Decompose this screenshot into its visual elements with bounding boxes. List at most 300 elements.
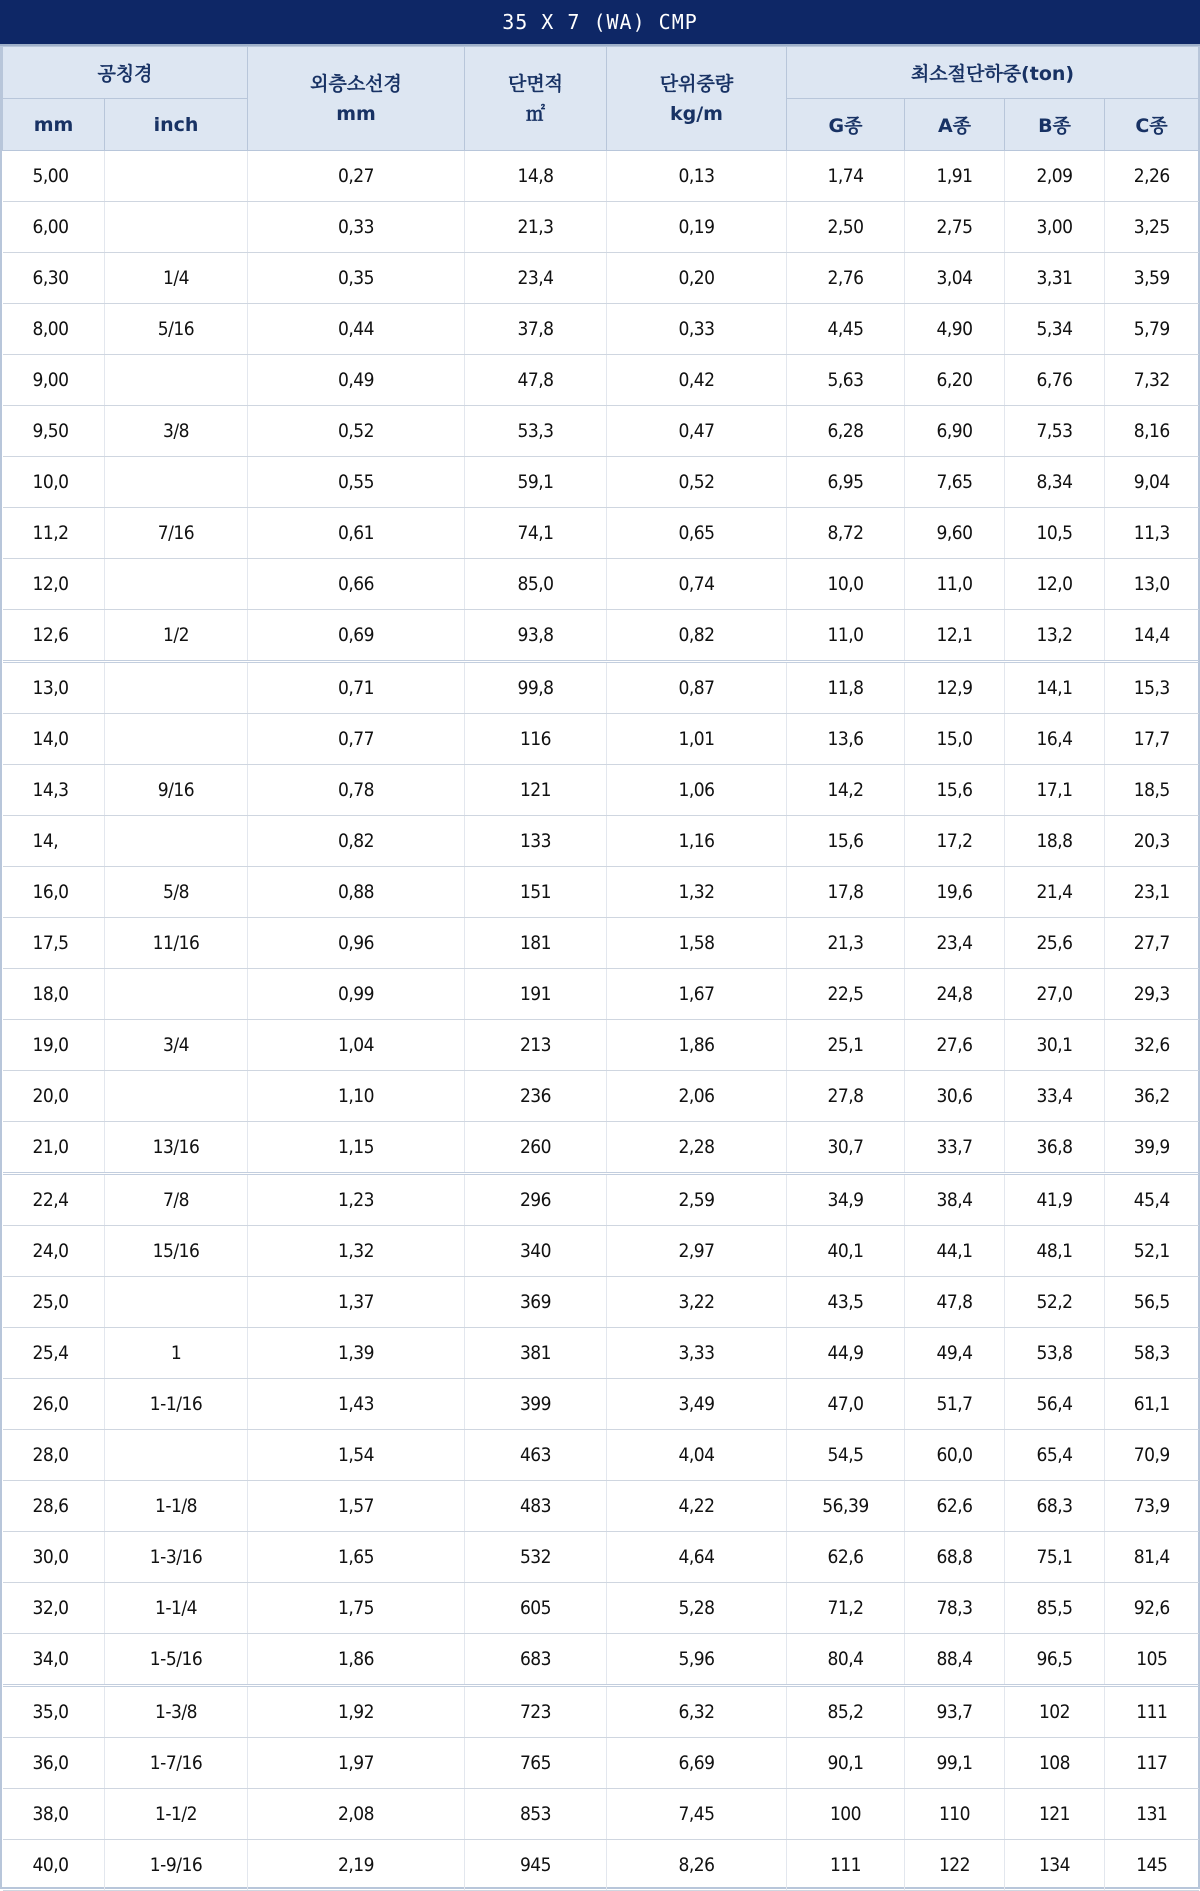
cell-grade-b: 21,4 <box>1005 867 1105 918</box>
cell-grade-g: 71,2 <box>787 1583 905 1634</box>
cell-outer-wire: 1,86 <box>248 1634 465 1686</box>
cell-grade-g: 17,8 <box>787 867 905 918</box>
cell-mm: 12,0 <box>3 559 105 610</box>
table-row <box>3 610 1199 662</box>
header-mm: mm <box>3 99 105 151</box>
cell-outer-wire: 1,43 <box>248 1379 465 1430</box>
cell-grade-a: 62,6 <box>905 1481 1005 1532</box>
header-cross-section-label: 단면적 <box>507 72 564 95</box>
cell-cross-section: 53,3 <box>465 406 607 457</box>
header-outer-wire-diameter <box>248 47 465 151</box>
cell-inch: 1-1/4 <box>105 1583 248 1634</box>
cell-grade-a: 38,4 <box>905 1174 1005 1226</box>
cell-cross-section: 605 <box>465 1583 607 1634</box>
cell-grade-b: 56,4 <box>1005 1379 1105 1430</box>
cell-outer-wire: 0,27 <box>248 151 465 202</box>
table-body <box>3 151 1199 1891</box>
cell-grade-g: 34,9 <box>787 1174 905 1226</box>
table-header <box>3 47 1199 151</box>
table-row <box>3 151 1199 202</box>
cell-mm: 19,0 <box>3 1020 105 1071</box>
cell-cross-section: 483 <box>465 1481 607 1532</box>
cell-outer-wire: 0,61 <box>248 508 465 559</box>
cell-grade-c: 111 <box>1105 1686 1199 1738</box>
cell-mm: 9,50 <box>3 406 105 457</box>
cell-mm: 13,0 <box>3 662 105 714</box>
cell-grade-b: 18,8 <box>1005 816 1105 867</box>
cell-grade-c: 14,4 <box>1105 610 1199 662</box>
cell-grade-a: 78,3 <box>905 1583 1005 1634</box>
cell-outer-wire: 2,08 <box>248 1789 465 1840</box>
cell-mm: 10,0 <box>3 457 105 508</box>
cell-grade-b: 3,00 <box>1005 202 1105 253</box>
cell-mm: 21,0 <box>3 1122 105 1174</box>
table-row <box>3 1071 1199 1122</box>
cell-grade-b: 48,1 <box>1005 1226 1105 1277</box>
cell-mm: 35,0 <box>3 1686 105 1738</box>
cell-grade-c: 13,0 <box>1105 559 1199 610</box>
cell-grade-a: 93,7 <box>905 1686 1005 1738</box>
cell-inch <box>105 714 248 765</box>
header-cross-section-unit: ㎡ <box>525 102 545 125</box>
cell-inch: 7/8 <box>105 1174 248 1226</box>
cell-inch: 1/4 <box>105 253 248 304</box>
cell-grade-b: 36,8 <box>1005 1122 1105 1174</box>
cell-unit-weight: 0,19 <box>607 202 787 253</box>
cell-mm: 20,0 <box>3 1071 105 1122</box>
cell-unit-weight: 0,47 <box>607 406 787 457</box>
table-row <box>3 1328 1199 1379</box>
cell-grade-b: 12,0 <box>1005 559 1105 610</box>
cell-grade-c: 81,4 <box>1105 1532 1199 1583</box>
cell-grade-g: 2,76 <box>787 253 905 304</box>
cell-grade-g: 47,0 <box>787 1379 905 1430</box>
header-unit-weight-unit: kg/m <box>670 102 723 125</box>
cell-grade-a: 12,9 <box>905 662 1005 714</box>
cell-grade-g: 6,95 <box>787 457 905 508</box>
cell-outer-wire: 0,52 <box>248 406 465 457</box>
cell-grade-b: 14,1 <box>1005 662 1105 714</box>
cell-mm: 14, <box>3 816 105 867</box>
cell-grade-c: 105 <box>1105 1634 1199 1686</box>
header-grade-c: C종 <box>1105 99 1199 151</box>
cell-cross-section: 236 <box>465 1071 607 1122</box>
cell-unit-weight: 0,52 <box>607 457 787 508</box>
cell-grade-g: 56,39 <box>787 1481 905 1532</box>
cell-grade-c: 58,3 <box>1105 1328 1199 1379</box>
table-row <box>3 969 1199 1020</box>
cell-grade-g: 22,5 <box>787 969 905 1020</box>
cell-unit-weight: 5,96 <box>607 1634 787 1686</box>
cell-inch <box>105 1277 248 1328</box>
cell-grade-a: 23,4 <box>905 918 1005 969</box>
table-row <box>3 406 1199 457</box>
cell-mm: 18,0 <box>3 969 105 1020</box>
cell-inch: 1-1/16 <box>105 1379 248 1430</box>
cell-unit-weight: 2,59 <box>607 1174 787 1226</box>
cell-inch <box>105 151 248 202</box>
table-title: 35 X 7 (WA) CMP <box>0 0 1200 46</box>
cell-unit-weight: 1,01 <box>607 714 787 765</box>
table-row <box>3 304 1199 355</box>
cell-grade-g: 15,6 <box>787 816 905 867</box>
table-row <box>3 1430 1199 1481</box>
cell-outer-wire: 1,04 <box>248 1020 465 1071</box>
table-row <box>3 1532 1199 1583</box>
table-row <box>3 1226 1199 1277</box>
cell-cross-section: 765 <box>465 1738 607 1789</box>
cell-inch: 1-1/2 <box>105 1789 248 1840</box>
cell-outer-wire: 2,19 <box>248 1840 465 1891</box>
table-row <box>3 918 1199 969</box>
cell-grade-c: 3,25 <box>1105 202 1199 253</box>
cell-grade-c: 39,9 <box>1105 1122 1199 1174</box>
cell-grade-g: 44,9 <box>787 1328 905 1379</box>
cell-inch <box>105 662 248 714</box>
cell-outer-wire: 0,82 <box>248 816 465 867</box>
cell-unit-weight: 1,32 <box>607 867 787 918</box>
cell-grade-g: 25,1 <box>787 1020 905 1071</box>
header-grade-g: G종 <box>787 99 905 151</box>
table-row <box>3 1481 1199 1532</box>
cell-cross-section: 532 <box>465 1532 607 1583</box>
cell-grade-b: 41,9 <box>1005 1174 1105 1226</box>
cell-grade-b: 25,6 <box>1005 918 1105 969</box>
cell-grade-a: 1,91 <box>905 151 1005 202</box>
cell-cross-section: 116 <box>465 714 607 765</box>
cell-grade-g: 8,72 <box>787 508 905 559</box>
table-row <box>3 1122 1199 1174</box>
cell-inch <box>105 969 248 1020</box>
cell-mm: 8,00 <box>3 304 105 355</box>
cell-grade-a: 4,90 <box>905 304 1005 355</box>
cell-grade-a: 60,0 <box>905 1430 1005 1481</box>
cell-cross-section: 74,1 <box>465 508 607 559</box>
cell-grade-a: 6,20 <box>905 355 1005 406</box>
cell-grade-c: 11,3 <box>1105 508 1199 559</box>
cell-unit-weight: 0,42 <box>607 355 787 406</box>
cell-grade-c: 145 <box>1105 1840 1199 1891</box>
cell-grade-c: 23,1 <box>1105 867 1199 918</box>
cell-outer-wire: 1,97 <box>248 1738 465 1789</box>
cell-mm: 16,0 <box>3 867 105 918</box>
cell-inch: 3/8 <box>105 406 248 457</box>
cell-mm: 26,0 <box>3 1379 105 1430</box>
cell-inch: 1 <box>105 1328 248 1379</box>
cell-unit-weight: 1,58 <box>607 918 787 969</box>
cell-cross-section: 853 <box>465 1789 607 1840</box>
cell-grade-c: 131 <box>1105 1789 1199 1840</box>
cell-outer-wire: 0,33 <box>248 202 465 253</box>
cell-grade-a: 122 <box>905 1840 1005 1891</box>
cell-grade-c: 2,26 <box>1105 151 1199 202</box>
cell-outer-wire: 0,71 <box>248 662 465 714</box>
cell-grade-c: 52,1 <box>1105 1226 1199 1277</box>
cell-unit-weight: 0,65 <box>607 508 787 559</box>
cell-mm: 24,0 <box>3 1226 105 1277</box>
cell-cross-section: 121 <box>465 765 607 816</box>
cell-outer-wire: 0,69 <box>248 610 465 662</box>
cell-inch: 1-3/8 <box>105 1686 248 1738</box>
table-row <box>3 765 1199 816</box>
cell-grade-c: 27,7 <box>1105 918 1199 969</box>
header-outer-wire-unit: mm <box>336 102 376 125</box>
cell-grade-b: 33,4 <box>1005 1071 1105 1122</box>
cell-inch <box>105 559 248 610</box>
cell-grade-g: 111 <box>787 1840 905 1891</box>
cell-grade-c: 29,3 <box>1105 969 1199 1020</box>
table-row <box>3 662 1199 714</box>
cell-unit-weight: 4,22 <box>607 1481 787 1532</box>
cell-grade-c: 32,6 <box>1105 1020 1199 1071</box>
cell-grade-b: 16,4 <box>1005 714 1105 765</box>
cell-grade-c: 7,32 <box>1105 355 1199 406</box>
cell-grade-c: 3,59 <box>1105 253 1199 304</box>
cell-cross-section: 99,8 <box>465 662 607 714</box>
cell-cross-section: 47,8 <box>465 355 607 406</box>
cell-cross-section: 399 <box>465 1379 607 1430</box>
cell-grade-g: 90,1 <box>787 1738 905 1789</box>
cell-inch <box>105 457 248 508</box>
cell-grade-a: 6,90 <box>905 406 1005 457</box>
table-row <box>3 202 1199 253</box>
cell-grade-b: 85,5 <box>1005 1583 1105 1634</box>
cell-grade-g: 85,2 <box>787 1686 905 1738</box>
cell-grade-b: 5,34 <box>1005 304 1105 355</box>
cell-inch: 1-9/16 <box>105 1840 248 1891</box>
cell-cross-section: 296 <box>465 1174 607 1226</box>
cell-mm: 34,0 <box>3 1634 105 1686</box>
cell-grade-g: 21,3 <box>787 918 905 969</box>
cell-outer-wire: 1,75 <box>248 1583 465 1634</box>
cell-grade-b: 17,1 <box>1005 765 1105 816</box>
cell-outer-wire: 1,57 <box>248 1481 465 1532</box>
header-cross-section <box>465 47 607 151</box>
header-outer-wire-label: 외층소선경 <box>310 72 402 95</box>
cell-unit-weight: 1,86 <box>607 1020 787 1071</box>
cell-cross-section: 23,4 <box>465 253 607 304</box>
cell-grade-g: 80,4 <box>787 1634 905 1686</box>
cell-inch: 1-1/8 <box>105 1481 248 1532</box>
cell-unit-weight: 4,04 <box>607 1430 787 1481</box>
table-row <box>3 1789 1199 1840</box>
cell-unit-weight: 3,33 <box>607 1328 787 1379</box>
cell-grade-b: 13,2 <box>1005 610 1105 662</box>
cell-mm: 28,6 <box>3 1481 105 1532</box>
cell-mm: 25,4 <box>3 1328 105 1379</box>
cell-grade-a: 27,6 <box>905 1020 1005 1071</box>
cell-grade-g: 27,8 <box>787 1071 905 1122</box>
cell-cross-section: 59,1 <box>465 457 607 508</box>
cell-grade-g: 5,63 <box>787 355 905 406</box>
cell-cross-section: 369 <box>465 1277 607 1328</box>
cell-inch <box>105 1430 248 1481</box>
table-row <box>3 253 1199 304</box>
cell-cross-section: 340 <box>465 1226 607 1277</box>
cell-grade-a: 30,6 <box>905 1071 1005 1122</box>
cell-mm: 30,0 <box>3 1532 105 1583</box>
cell-mm: 12,6 <box>3 610 105 662</box>
cell-mm: 6,00 <box>3 202 105 253</box>
cell-grade-a: 33,7 <box>905 1122 1005 1174</box>
cell-grade-c: 5,79 <box>1105 304 1199 355</box>
cell-grade-c: 17,7 <box>1105 714 1199 765</box>
header-grade-a: A종 <box>905 99 1005 151</box>
cell-mm: 28,0 <box>3 1430 105 1481</box>
cell-inch: 13/16 <box>105 1122 248 1174</box>
cell-outer-wire: 0,55 <box>248 457 465 508</box>
cell-grade-c: 20,3 <box>1105 816 1199 867</box>
cell-grade-a: 17,2 <box>905 816 1005 867</box>
cell-inch <box>105 355 248 406</box>
cell-grade-a: 44,1 <box>905 1226 1005 1277</box>
cell-grade-a: 2,75 <box>905 202 1005 253</box>
cell-grade-b: 7,53 <box>1005 406 1105 457</box>
header-inch: inch <box>105 99 248 151</box>
cell-grade-b: 8,34 <box>1005 457 1105 508</box>
cell-inch: 5/8 <box>105 867 248 918</box>
cell-unit-weight: 6,69 <box>607 1738 787 1789</box>
cell-outer-wire: 0,35 <box>248 253 465 304</box>
cell-cross-section: 191 <box>465 969 607 1020</box>
cell-grade-g: 2,50 <box>787 202 905 253</box>
cell-outer-wire: 0,49 <box>248 355 465 406</box>
cell-mm: 22,4 <box>3 1174 105 1226</box>
cell-grade-c: 92,6 <box>1105 1583 1199 1634</box>
cell-grade-c: 8,16 <box>1105 406 1199 457</box>
cell-cross-section: 723 <box>465 1686 607 1738</box>
cell-outer-wire: 0,88 <box>248 867 465 918</box>
cell-grade-c: 45,4 <box>1105 1174 1199 1226</box>
cell-grade-c: 117 <box>1105 1738 1199 1789</box>
cell-outer-wire: 1,32 <box>248 1226 465 1277</box>
cell-grade-a: 88,4 <box>905 1634 1005 1686</box>
cell-outer-wire: 0,66 <box>248 559 465 610</box>
cell-outer-wire: 0,78 <box>248 765 465 816</box>
cell-inch: 1/2 <box>105 610 248 662</box>
cell-mm: 14,0 <box>3 714 105 765</box>
cell-grade-b: 121 <box>1005 1789 1105 1840</box>
cell-grade-g: 14,2 <box>787 765 905 816</box>
cell-inch: 3/4 <box>105 1020 248 1071</box>
table-row <box>3 816 1199 867</box>
cell-outer-wire: 1,23 <box>248 1174 465 1226</box>
table-row <box>3 457 1199 508</box>
cell-inch: 11/16 <box>105 918 248 969</box>
cell-grade-b: 108 <box>1005 1738 1105 1789</box>
cell-grade-g: 10,0 <box>787 559 905 610</box>
cell-mm: 25,0 <box>3 1277 105 1328</box>
cell-grade-g: 1,74 <box>787 151 905 202</box>
table-row <box>3 1277 1199 1328</box>
cell-grade-b: 3,31 <box>1005 253 1105 304</box>
table-row <box>3 1840 1199 1891</box>
cell-inch: 1-5/16 <box>105 1634 248 1686</box>
cell-outer-wire: 1,10 <box>248 1071 465 1122</box>
cell-cross-section: 945 <box>465 1840 607 1891</box>
cell-grade-g: 30,7 <box>787 1122 905 1174</box>
cell-outer-wire: 0,77 <box>248 714 465 765</box>
cell-unit-weight: 1,67 <box>607 969 787 1020</box>
cell-inch: 9/16 <box>105 765 248 816</box>
cell-grade-a: 24,8 <box>905 969 1005 1020</box>
cell-cross-section: 133 <box>465 816 607 867</box>
cell-cross-section: 181 <box>465 918 607 969</box>
cell-cross-section: 381 <box>465 1328 607 1379</box>
cell-unit-weight: 0,33 <box>607 304 787 355</box>
cell-grade-b: 2,09 <box>1005 151 1105 202</box>
cell-outer-wire: 1,37 <box>248 1277 465 1328</box>
cell-grade-a: 7,65 <box>905 457 1005 508</box>
cell-unit-weight: 2,28 <box>607 1122 787 1174</box>
cell-grade-g: 43,5 <box>787 1277 905 1328</box>
cell-outer-wire: 0,96 <box>248 918 465 969</box>
cell-cross-section: 85,0 <box>465 559 607 610</box>
cell-inch: 1-3/16 <box>105 1532 248 1583</box>
table-row <box>3 1738 1199 1789</box>
table-row <box>3 1020 1199 1071</box>
cell-grade-b: 134 <box>1005 1840 1105 1891</box>
cell-grade-a: 15,0 <box>905 714 1005 765</box>
cell-outer-wire: 1,65 <box>248 1532 465 1583</box>
table-row <box>3 1583 1199 1634</box>
table-row <box>3 714 1199 765</box>
cell-grade-a: 47,8 <box>905 1277 1005 1328</box>
cell-cross-section: 21,3 <box>465 202 607 253</box>
cell-inch: 7/16 <box>105 508 248 559</box>
cell-unit-weight: 3,49 <box>607 1379 787 1430</box>
cell-grade-g: 4,45 <box>787 304 905 355</box>
cell-grade-a: 12,1 <box>905 610 1005 662</box>
spec-sheet <box>0 46 1200 1889</box>
cell-cross-section: 213 <box>465 1020 607 1071</box>
cell-grade-b: 53,8 <box>1005 1328 1105 1379</box>
cell-grade-a: 3,04 <box>905 253 1005 304</box>
header-grade-b: B종 <box>1005 99 1105 151</box>
cell-grade-b: 65,4 <box>1005 1430 1105 1481</box>
cell-grade-g: 62,6 <box>787 1532 905 1583</box>
cell-inch: 1-7/16 <box>105 1738 248 1789</box>
cell-unit-weight: 0,87 <box>607 662 787 714</box>
cell-grade-b: 96,5 <box>1005 1634 1105 1686</box>
cell-cross-section: 151 <box>465 867 607 918</box>
cell-outer-wire: 0,44 <box>248 304 465 355</box>
cell-cross-section: 463 <box>465 1430 607 1481</box>
cell-unit-weight: 3,22 <box>607 1277 787 1328</box>
cell-mm: 38,0 <box>3 1789 105 1840</box>
cell-grade-c: 56,5 <box>1105 1277 1199 1328</box>
cell-grade-b: 10,5 <box>1005 508 1105 559</box>
cell-outer-wire: 1,54 <box>248 1430 465 1481</box>
cell-outer-wire: 1,92 <box>248 1686 465 1738</box>
table-row <box>3 1634 1199 1686</box>
cell-outer-wire: 1,39 <box>248 1328 465 1379</box>
cell-grade-b: 52,2 <box>1005 1277 1105 1328</box>
cell-grade-c: 73,9 <box>1105 1481 1199 1532</box>
cell-mm: 36,0 <box>3 1738 105 1789</box>
cell-inch <box>105 1071 248 1122</box>
cell-unit-weight: 2,97 <box>607 1226 787 1277</box>
header-min-breaking-load: 최소절단하중(ton) <box>787 47 1199 99</box>
cell-mm: 9,00 <box>3 355 105 406</box>
cell-mm: 11,2 <box>3 508 105 559</box>
wire-rope-spec-table <box>2 46 1199 1891</box>
header-unit-weight <box>607 47 787 151</box>
cell-grade-b: 6,76 <box>1005 355 1105 406</box>
table-row <box>3 508 1199 559</box>
cell-inch: 15/16 <box>105 1226 248 1277</box>
cell-unit-weight: 2,06 <box>607 1071 787 1122</box>
